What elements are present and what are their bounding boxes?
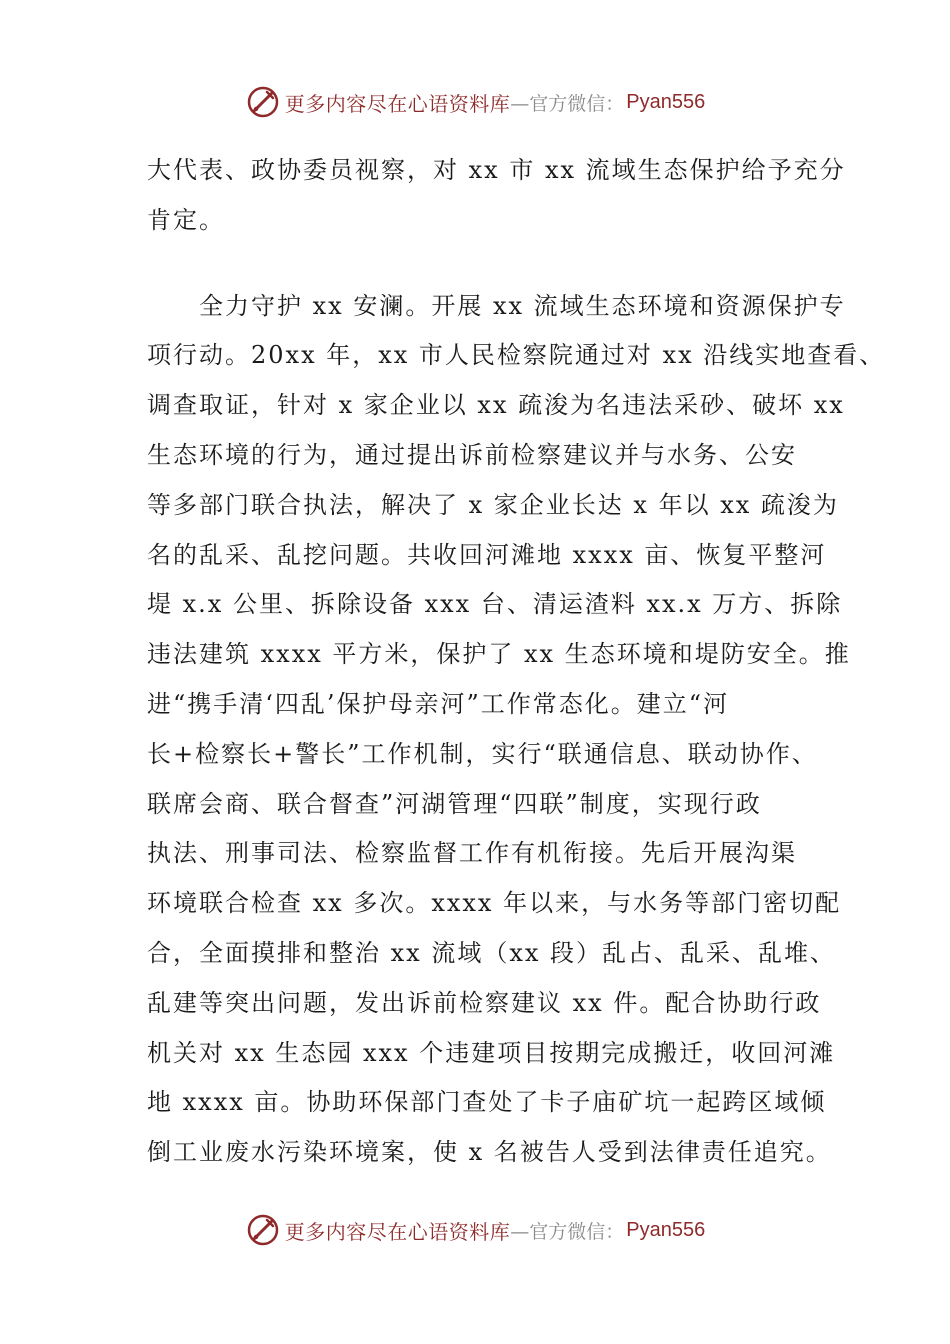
text-line: 肯定。 <box>147 205 225 234</box>
text-line: 倒工业废水污染环境案，使 x 名被告人受到法律责任追究。 <box>147 1138 832 1167</box>
header-wechat-handle: Pyan556 <box>626 90 706 113</box>
footer-watermark <box>0 1210 950 1250</box>
footer-brand-text: 更多内容尽在心语资料库 <box>284 1219 511 1244</box>
header-watermark <box>0 82 950 122</box>
paragraph <box>147 282 886 1178</box>
text-line: 联席会商、联合督查”河湖管理“四联”制度，实现行政 <box>147 789 762 818</box>
text-line: 堤 x.x 公里、拆除设备 xxx 台、清运渣料 xx.x 万方、拆除 <box>147 590 843 619</box>
text-line: 全力守护 xx 安澜。开展 xx 流域生态环境和资源保护专 <box>147 291 846 320</box>
text-line: 长+检察长+警长”工作机制，实行“联通信息、联动协作、 <box>147 739 818 768</box>
pen-circle-logo-icon <box>245 84 281 120</box>
text-line: 机关对 xx 生态园 xxx 个违建项目按期完成搬迁，收回河滩 <box>147 1038 836 1067</box>
text-line: 名的乱采、乱挖问题。共收回河滩地 xxxx 亩、恢复平整河 <box>147 540 827 569</box>
footer-wechat-handle: Pyan556 <box>626 1218 706 1241</box>
pen-circle-logo-icon <box>245 1212 281 1248</box>
header-brand-text: 更多内容尽在心语资料库 <box>284 91 511 116</box>
text-line: 环境联合检查 xx 多次。xxxx 年以来，与水务等部门密切配 <box>147 889 842 918</box>
text-line: 大代表、政协委员视察，对 xx 市 xx 流域生态保护给予充分 <box>147 156 846 184</box>
text-line: 调查取证，针对 x 家企业以 xx 疏浚为名违法采砂、破坏 xx <box>147 391 845 420</box>
text-line: 等多部门联合执法，解决了 x 家企业长达 x 年以 xx 疏浚为 <box>147 490 839 519</box>
footer-contact-text: —官方微信： <box>510 1220 625 1243</box>
document-body <box>147 146 886 1178</box>
text-line: 生态环境的行为，通过提出诉前检察建议并与水务、公安 <box>147 440 797 469</box>
paragraph-gap <box>147 246 827 282</box>
paragraph <box>147 146 846 246</box>
text-line: 进“携手清‘四乱’保护母亲河”工作常态化。建立“河 <box>147 689 730 718</box>
text-line: 执法、刑事司法、检察监督工作有机衔接。先后开展沟渠 <box>147 839 797 868</box>
text-line: 违法建筑 xxxx 平方米，保护了 xx 生态环境和堤防安全。推 <box>147 640 851 669</box>
text-line: 地 xxxx 亩。协助环保部门查处了卡子庙矿坑一起跨区域倾 <box>147 1088 827 1117</box>
text-line: 合，全面摸排和整治 xx 流域（xx 段）乱占、乱采、乱堆、 <box>147 938 837 967</box>
text-line: 项行动。20xx 年，xx 市人民检察院通过对 xx 沿线实地查看、 <box>147 341 886 370</box>
text-line: 乱建等突出问题，发出诉前检察建议 xx 件。配合协助行政 <box>147 988 822 1017</box>
header-contact-text: —官方微信： <box>510 92 625 115</box>
